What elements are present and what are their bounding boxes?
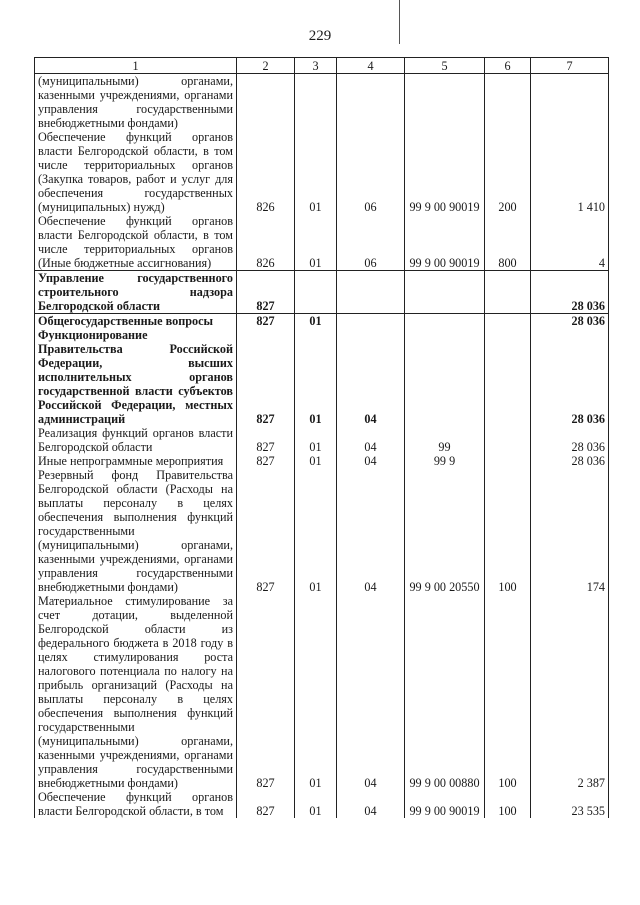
row-subsection-code: 04 [337, 426, 405, 454]
row-section-code: 01 [295, 426, 337, 454]
row-subsection-code: 06 [337, 130, 405, 214]
row-expense-type-code [485, 454, 531, 468]
header-col-6: 6 [485, 58, 531, 74]
row-expense-type-code [485, 314, 531, 329]
row-section-code: 01 [295, 314, 337, 329]
row-expense-type-code [485, 74, 531, 131]
row-target-article-code [405, 271, 485, 314]
row-expense-type-code: 100 [485, 594, 531, 790]
table-row [35, 314, 609, 329]
row-section-code: 01 [295, 214, 337, 271]
row-name: Обеспечение функций органов власти Белгородской области, в том числе территориальных органов (Закупка товаров, работ и услуг для обеспечения государственных (муниципальных) нужд) [35, 130, 237, 214]
row-name: Общегосударственные вопросы [35, 314, 237, 329]
row-subsection-code: 04 [337, 454, 405, 468]
table-row [35, 328, 609, 426]
header-col-1: 1 [35, 58, 237, 74]
row-section-code: 01 [295, 328, 337, 426]
header-col-2: 2 [237, 58, 295, 74]
row-amount: 174 [531, 468, 609, 594]
row-amount: 1 410 [531, 130, 609, 214]
row-amount: 28 036 [531, 314, 609, 329]
header-col-5: 5 [405, 58, 485, 74]
header-col-7: 7 [531, 58, 609, 74]
row-section-code: 01 [295, 468, 337, 594]
row-grbs-code: 827 [237, 271, 295, 314]
table-row [35, 594, 609, 790]
row-expense-type-code: 100 [485, 790, 531, 818]
row-subsection-code: 04 [337, 328, 405, 426]
table-row [35, 130, 609, 214]
row-subsection-code [337, 314, 405, 329]
row-target-article-code [405, 74, 485, 131]
row-target-article-code [405, 328, 485, 426]
row-target-article-code: 99 9 00 90019 [405, 214, 485, 271]
row-name: Обеспечение функций органов власти Белгородской области, в том [35, 790, 237, 818]
row-subsection-code: 04 [337, 468, 405, 594]
row-grbs-code: 827 [237, 454, 295, 468]
table-row [35, 214, 609, 271]
table-row [35, 74, 609, 131]
row-section-code: 01 [295, 130, 337, 214]
row-target-article-code: 99 9 00 00880 [405, 594, 485, 790]
row-name: (муниципальными) органами, казенными учреждениями, органами управления государственными внебюджетными фондами) [35, 74, 237, 131]
row-expense-type-code [485, 328, 531, 426]
row-grbs-code: 826 [237, 130, 295, 214]
row-target-article-code [405, 314, 485, 329]
row-subsection-code: 04 [337, 594, 405, 790]
row-section-code [295, 271, 337, 314]
row-section-code: 01 [295, 454, 337, 468]
row-section-code: 01 [295, 594, 337, 790]
row-name: Резервный фонд Правительства Белгородской области (Расходы на выплаты персоналу в целях обеспечения выполнения функций государственными (муниципальными) органами, казенными учреждениями, органами управления государственными внебюджетными фондами) [35, 468, 237, 594]
table-row [35, 468, 609, 594]
row-amount: 28 036 [531, 426, 609, 454]
page-number: 229 [308, 28, 332, 44]
row-subsection-code [337, 74, 405, 131]
row-name: Материальное стимулирование за счет дотации, выделенной Белгородской области из федерального бюджета в 2018 году в целях стимулирования роста налогового потенциала по налогу на прибыль организаций (Расходы на выплаты персоналу в целях обеспечения выполнения функций государственными (муниципальными) органами, казенными учреждениями, органами управления государственными внебюджетными фондами) [35, 594, 237, 790]
header-col-4: 4 [337, 58, 405, 74]
row-expense-type-code [485, 271, 531, 314]
row-target-article-code: 99 9 00 20550 [405, 468, 485, 594]
row-section-code [295, 74, 337, 131]
row-grbs-code: 826 [237, 214, 295, 271]
row-target-article-code: 99 [405, 426, 485, 454]
row-section-code: 01 [295, 790, 337, 818]
row-expense-type-code: 800 [485, 214, 531, 271]
row-target-article-code: 99 9 [405, 454, 485, 468]
row-grbs-code: 827 [237, 426, 295, 454]
table-body [35, 74, 609, 819]
row-grbs-code [237, 74, 295, 131]
row-expense-type-code: 200 [485, 130, 531, 214]
row-amount: 28 036 [531, 328, 609, 426]
row-name: Иные непрограммные мероприятия [35, 454, 237, 468]
row-name: Управление государственного строительного надзора Белгородской области [35, 271, 237, 314]
row-subsection-code: 04 [337, 790, 405, 818]
budget-table [34, 57, 609, 818]
row-amount [531, 74, 609, 131]
row-target-article-code: 99 9 00 90019 [405, 130, 485, 214]
table-row [35, 426, 609, 454]
row-grbs-code: 827 [237, 314, 295, 329]
row-subsection-code: 06 [337, 214, 405, 271]
row-subsection-code [337, 271, 405, 314]
row-amount: 4 [531, 214, 609, 271]
table-row [35, 271, 609, 314]
row-name: Обеспечение функций органов власти Белгородской области, в том числе территориальных органов (Иные бюджетные ассигнования) [35, 214, 237, 271]
row-name: Функционирование Правительства Российской Федерации, высших исполнительных органов государственной власти субъектов Российской Федерации, местных администраций [35, 328, 237, 426]
row-expense-type-code: 100 [485, 468, 531, 594]
row-grbs-code: 827 [237, 328, 295, 426]
table-header-row [35, 58, 609, 74]
table-row [35, 790, 609, 818]
row-expense-type-code [485, 426, 531, 454]
row-grbs-code: 827 [237, 790, 295, 818]
row-amount: 2 387 [531, 594, 609, 790]
row-amount: 28 036 [531, 454, 609, 468]
row-name: Реализация функций органов власти Белгородской области [35, 426, 237, 454]
table-row [35, 454, 609, 468]
row-grbs-code: 827 [237, 594, 295, 790]
row-amount: 23 535 [531, 790, 609, 818]
scan-crop-mark [399, 0, 400, 44]
row-amount: 28 036 [531, 271, 609, 314]
row-grbs-code: 827 [237, 468, 295, 594]
header-col-3: 3 [295, 58, 337, 74]
row-target-article-code: 99 9 00 90019 [405, 790, 485, 818]
